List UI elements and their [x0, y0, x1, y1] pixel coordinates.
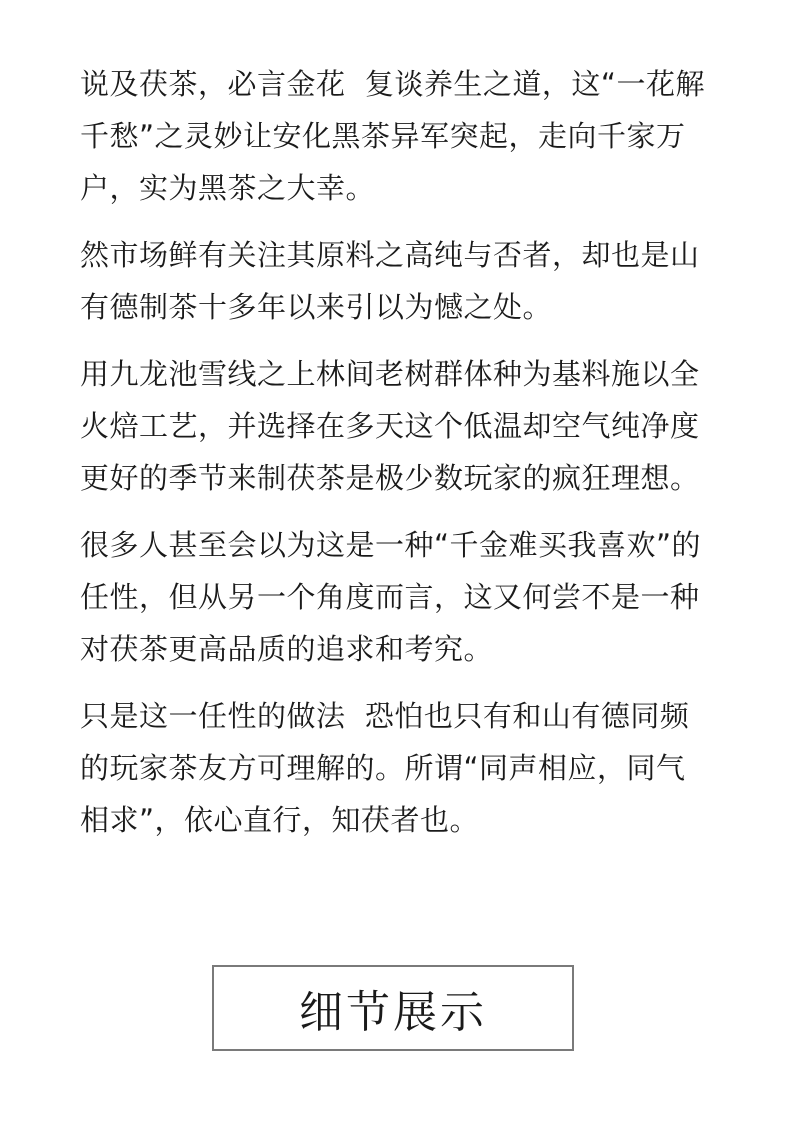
article-paragraph-5: 只是这一任性的做法 恐怕也只有和山有德同频的玩家茶友方可理解的。所谓“同声相应，同气相求”，依心直行，知茯者也。: [80, 699, 690, 837]
article-paragraph-3: 用九龙池雪线之上林间老树群体种为基料施以全火焙工艺，并选择在多天这个低温却空气纯净度更好的季节来制茯茶是极少数玩家的疯狂理想。: [80, 357, 700, 495]
article-body: [80, 58, 712, 861]
section-heading-title: 细节展示: [299, 987, 487, 1038]
article-paragraph-1: 说及茯茶，必言金花 复谈养生之道，这“一花解千愁”之灵妙让安化黑茶异军突起，走向千家万户，实为黑茶之大幸。: [80, 67, 705, 205]
article-paragraph-4: 很多人甚至会以为这是一种“千金难买我喜欢”的任性，但从另一个角度而言，这又何尝不是一种对茯茶更高品质的追求和考究。: [80, 528, 702, 666]
article-paragraph-2: 然市场鲜有关注其原料之高纯与否者，却也是山有德制茶十多年以来引以为憾之处。: [80, 238, 700, 324]
section-heading-box: [212, 965, 574, 1051]
